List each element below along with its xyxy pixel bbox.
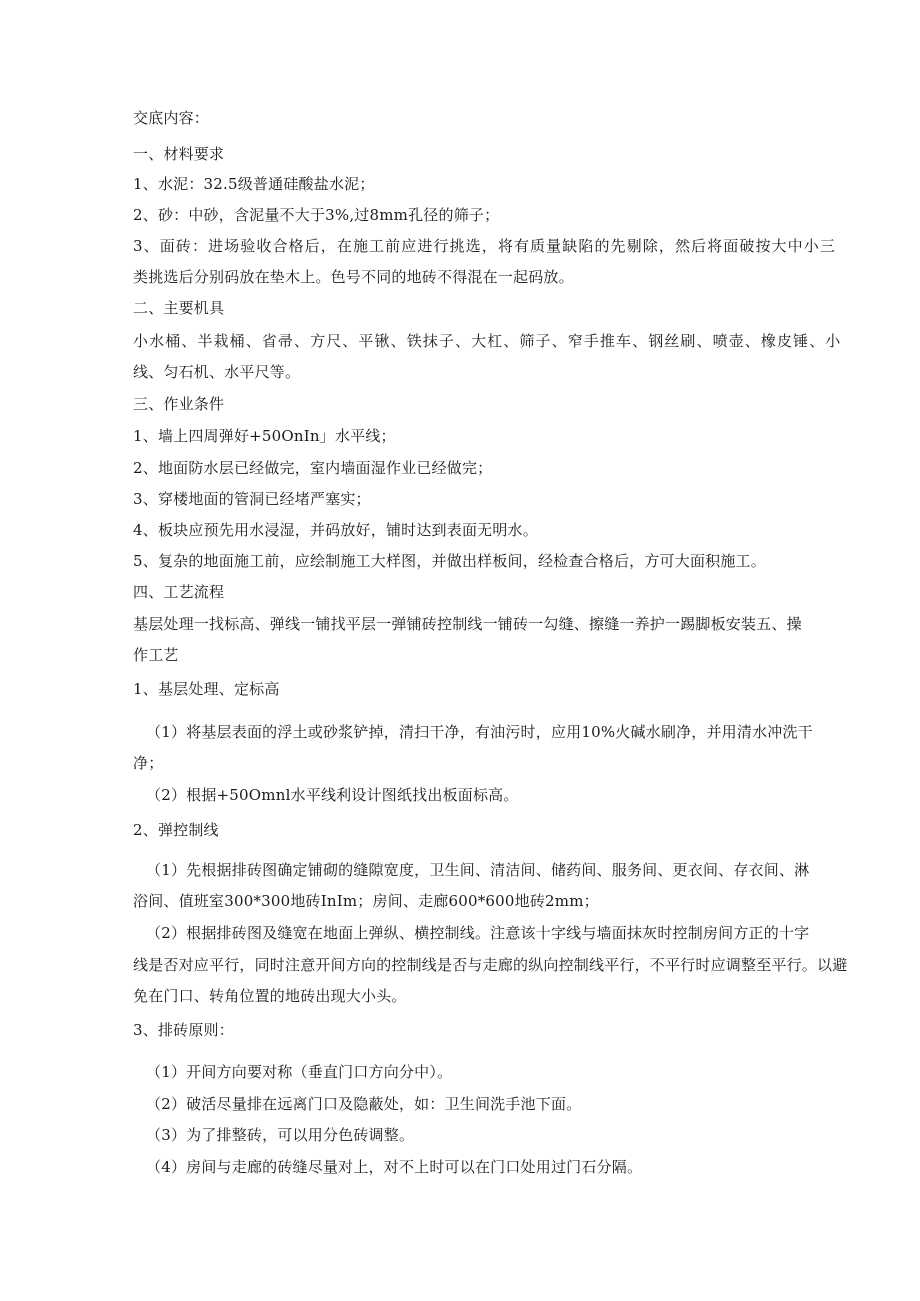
document-heading: 交底内容：	[133, 109, 210, 127]
section-title-conditions: 三、作业条件	[133, 395, 225, 413]
principles-item-4: （4）房间与走廊的砖缝尽量对上，对不上时可以在门口处用过门石分隔。	[146, 1158, 643, 1176]
process-flow-line1: 基层处理一找标高、弹线一铺找平层一弹铺砖控制线一铺砖一勾缝、擦缝一养护一踢脚板安装五、操	[133, 615, 802, 633]
control-step-1-line2: 浴间、值班室300*300地砖InIm；房间、走廊600*600地砖2mm；	[133, 892, 599, 910]
base-step-1-line1: （1）将基层表面的浮土或砂浆铲掉，清扫干净，有油污时，应用10%火碱水刷净，并用清水冲洗干	[146, 723, 813, 741]
tools-list-line2: 线、匀石机、水平尺等。	[133, 363, 301, 381]
principles-item-2: （2）破活尽量排在远离门口及隐蔽处，如：卫生间洗手池下面。	[146, 1095, 582, 1113]
control-step-2-line1: （2）根据排砖图及缝宽在地面上弹纵、横控制线。注意该十字线与墙面抹灰时控制房间方正的十字	[146, 924, 810, 942]
materials-item-tiles-line2: 类挑选后分别码放在垫木上。色号不同的地砖不得混在一起码放。	[133, 268, 574, 286]
base-step-2: （2）根据+50Omnl水平线利设计图纸找出板面标高。	[146, 786, 519, 804]
section-title-materials: 一、材料要求	[133, 145, 225, 163]
control-step-2-line2: 线是否对应平行，同时注意开间方向的控制线是否与走廊的纵向控制线平行，不平行时应调整至平行。以避	[133, 956, 848, 974]
principles-item-3: （3）为了排整砖，可以用分色砖调整。	[146, 1126, 415, 1144]
principles-item-1: （1）开间方向要对称（垂直门口方向分中）。	[146, 1063, 453, 1081]
conditions-item-4: 4、板块应预先用水浸湿，并码放好，铺时达到表面无明水。	[133, 521, 538, 539]
control-step-2-line3: 免在门口、转角位置的地砖出现大小头。	[133, 987, 407, 1005]
materials-item-sand: 2、砂：中砂，含泥量不大于3%,过8mm孔径的筛子；	[133, 206, 500, 224]
conditions-item-5: 5、复杂的地面施工前，应绘制施工大样图，并做出样板间，经检查合格后，方可大面积施工。	[133, 552, 766, 570]
materials-item-tiles-line1: 3、面砖：进场验收合格后，在施工前应进行挑选，将有质量缺陷的先剔除，然后将面破按大中小三	[133, 237, 836, 255]
section-title-process: 四、工艺流程	[133, 583, 225, 601]
subsection-title-principles: 3、排砖原则：	[133, 1021, 234, 1039]
tools-list-line1: 小水桶、半栽桶、省帚、方尺、平锹、铁抹子、大杠、筛子、窄手推车、钢丝刷、喷壶、橡皮锤、小	[133, 332, 842, 350]
conditions-item-1: 1、墙上四周弹好+50OnIn」水平线；	[133, 427, 396, 445]
process-flow-line2: 作工艺	[133, 646, 179, 664]
section-title-tools: 二、主要机具	[133, 299, 225, 317]
materials-item-cement: 1、水泥：32.5级普通硅酸盐水泥；	[133, 175, 375, 193]
conditions-item-2: 2、地面防水层已经做完，室内墙面湿作业已经做完；	[133, 459, 493, 477]
subsection-title-control-lines: 2、弹控制线	[133, 821, 219, 839]
conditions-item-3: 3、穿楼地面的管洞已经堵严塞实；	[133, 490, 371, 508]
control-step-1-line1: （1）先根据排砖图确定铺砌的缝隙宽度，卫生间、清洁间、储药间、服务间、更衣间、存衣间、淋	[146, 861, 810, 879]
base-step-1-line2: 净；	[133, 754, 164, 772]
subsection-title-base: 1、基层处理、定标高	[133, 680, 280, 698]
